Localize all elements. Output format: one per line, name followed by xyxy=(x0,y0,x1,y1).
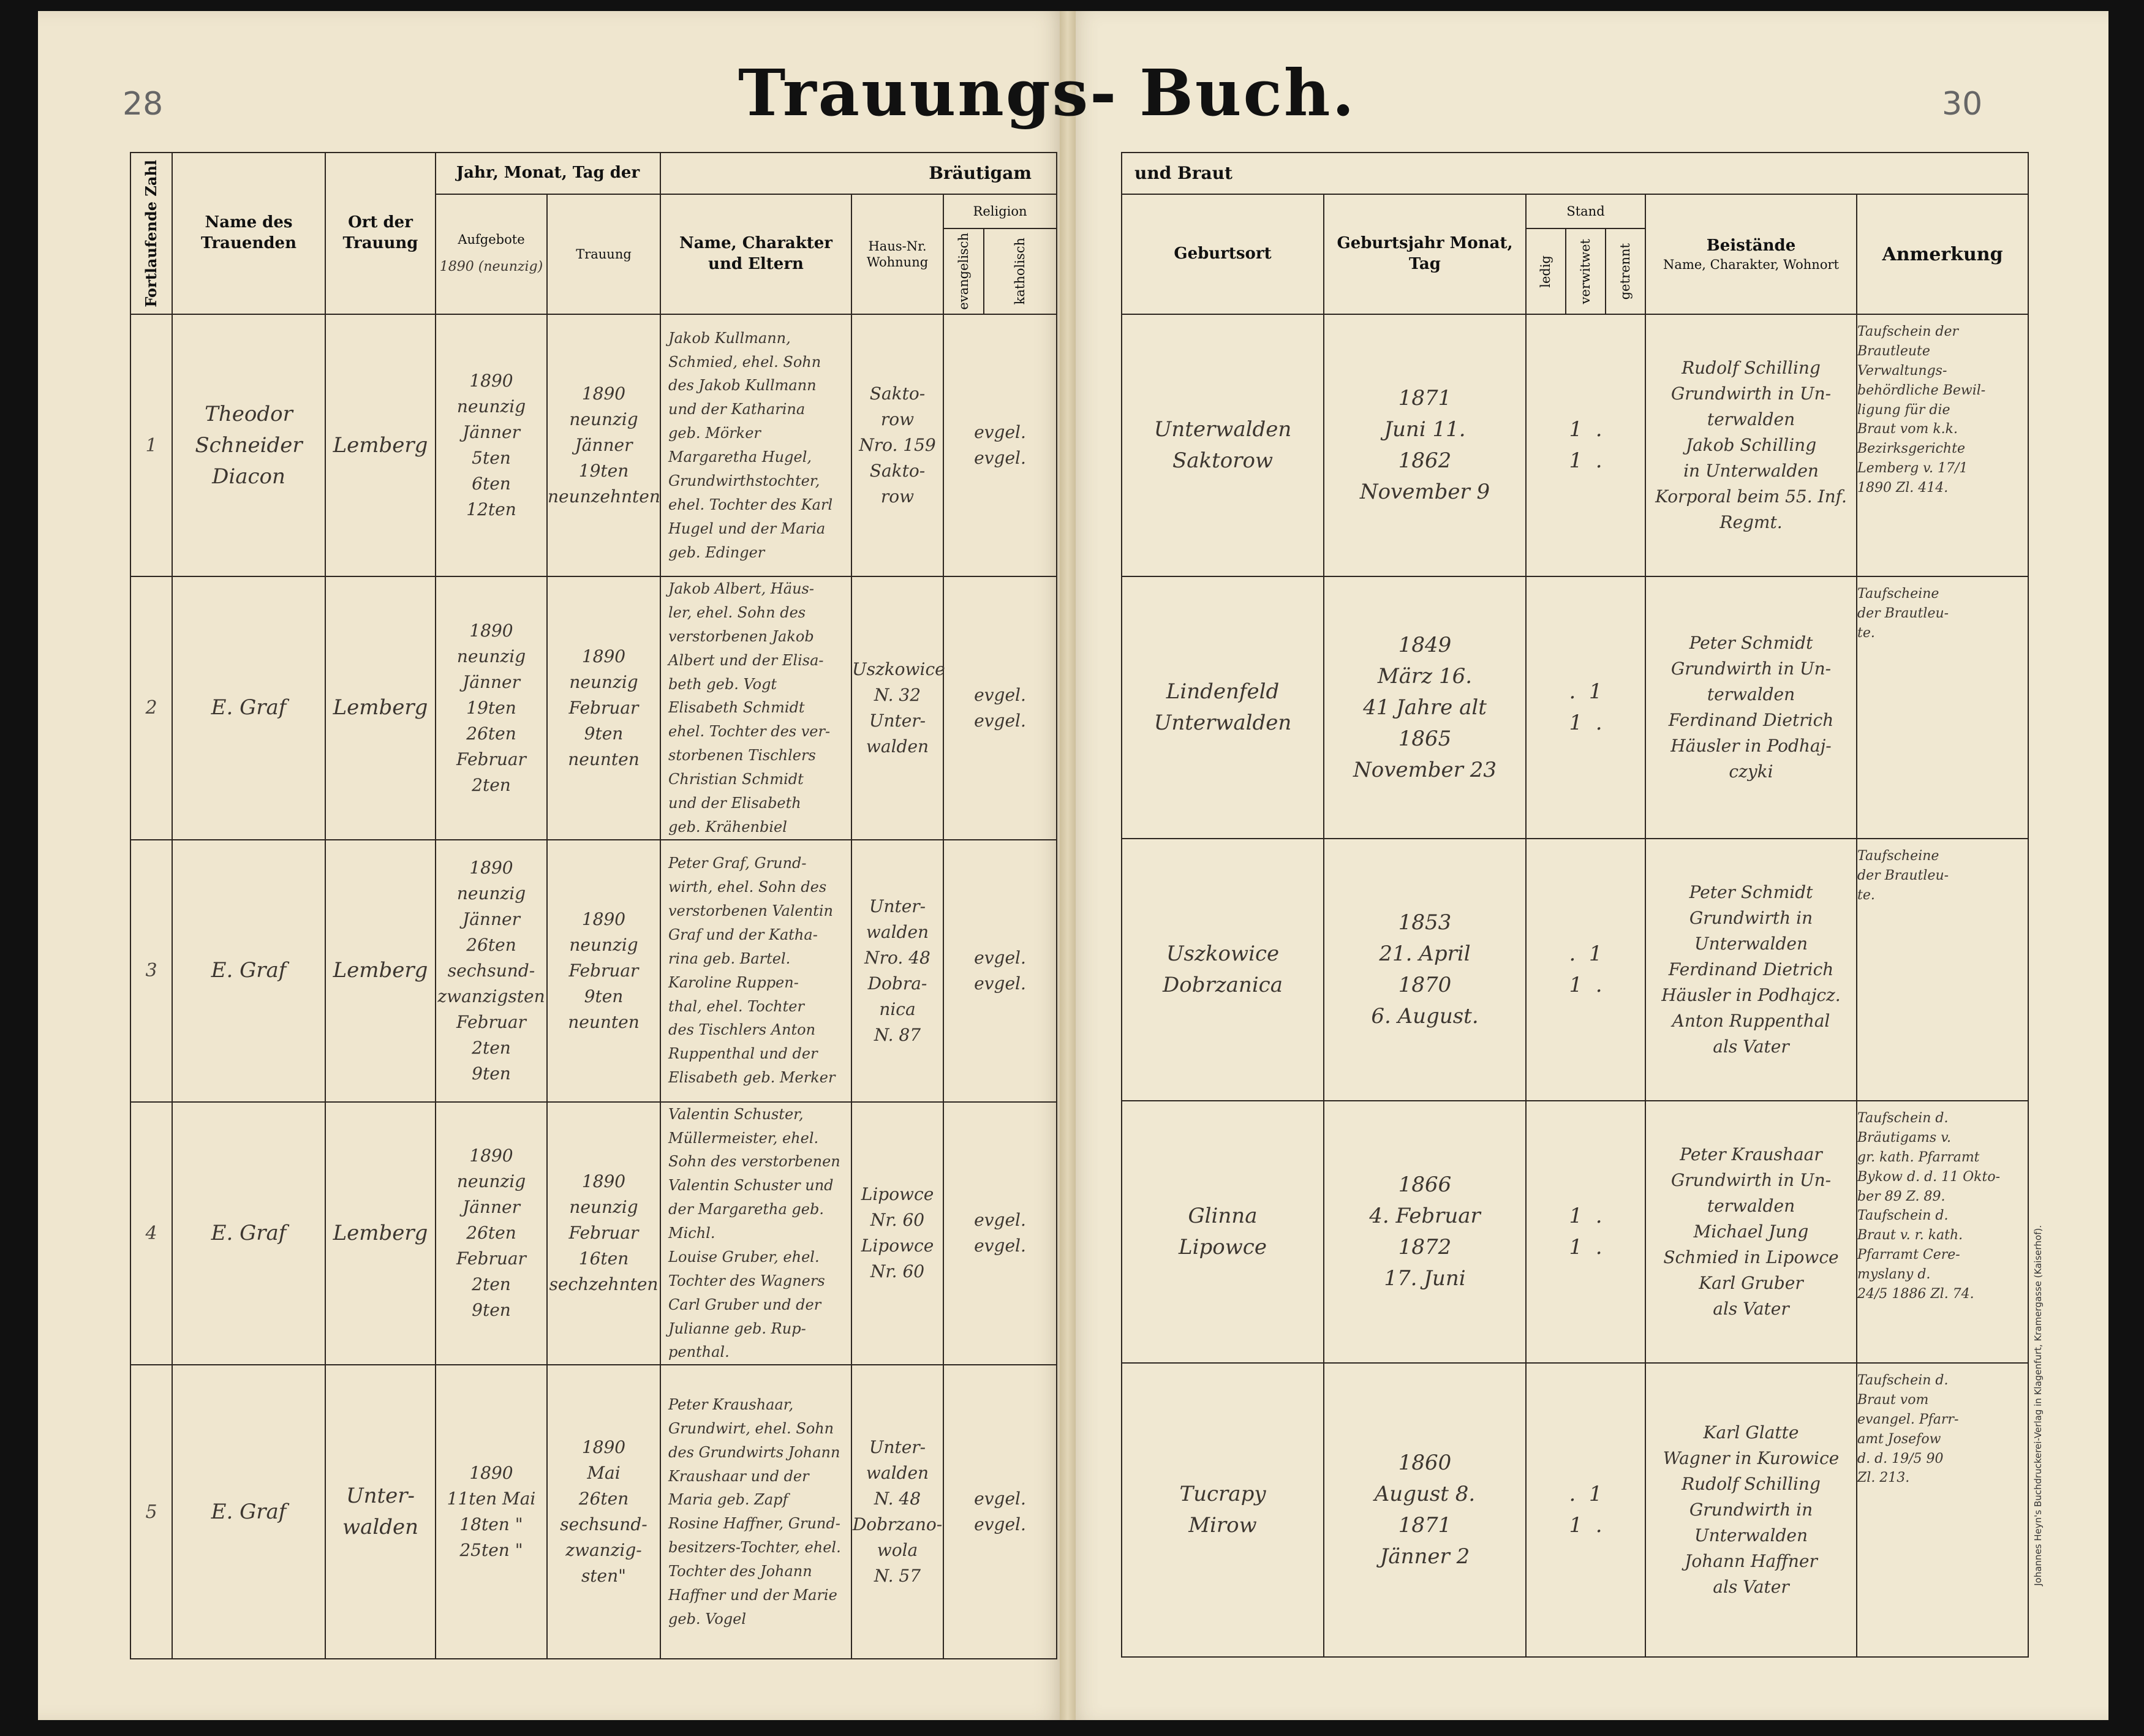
bride-house: Lipowce Nr. 60 xyxy=(861,1236,934,1282)
entry-row-right xyxy=(1122,1101,2028,1363)
house-numbers xyxy=(851,1102,943,1365)
bride-witness: Jakob Schilling in Unterwalden Korporal beim 55. Inf. Regmt. xyxy=(1655,435,1847,532)
register-table-right xyxy=(1121,152,2029,1658)
entry-row-right xyxy=(1122,839,2028,1101)
marriage-place: Lemberg xyxy=(325,1102,436,1365)
wedding-date: 1890 Mai 26ten sechsund- zwanzig- sten" xyxy=(547,1365,660,1659)
entry-row-left xyxy=(130,576,1057,840)
house-numbers xyxy=(851,1365,943,1659)
groom-birthdate: 1849 März 16. 41 Jahre alt xyxy=(1363,632,1487,720)
printer-imprint: Johannes Heyn's Buchdruckerei-Verlag in Klagenfurt, Kramergasse (Kaiserhof). xyxy=(2033,1225,2044,1586)
religion-cell xyxy=(943,576,1057,840)
banns-dates: 1890 neunzig Jänner 19ten 26ten Februar 2ten xyxy=(436,576,547,840)
groom-name: Peter Kraushaar, Grundwirt, ehel. Sohn des Grundwirts Johann Kraushaar und der Maria geb. Zapf xyxy=(668,1395,840,1509)
bride-birthplace: Unterwalden xyxy=(1153,711,1292,735)
groom-status: 1 . xyxy=(1569,417,1602,442)
remarks: Taufscheine der Brautleu- te. xyxy=(1857,576,2028,839)
entry-row-left xyxy=(130,840,1057,1102)
header-geburtsort: Geburtsort xyxy=(1122,194,1324,314)
bride-house: Dobrzano- wola N. 57 xyxy=(852,1514,943,1587)
banns-dates: 1890 neunzig Jänner 26ten sechsund- zwanzigsten Februar 2ten 9ten xyxy=(436,840,547,1102)
header-anmerkung: Anmerkung xyxy=(1857,194,2028,314)
bride-religion: evgel. xyxy=(974,448,1026,468)
bride-birthplace: Dobrzanica xyxy=(1162,973,1283,997)
birthdates xyxy=(1324,1363,1526,1657)
groom-religion: evgel. xyxy=(974,422,1026,442)
marital-status xyxy=(1526,839,1645,1101)
bride-birthdate: 1871 Jänner 2 xyxy=(1380,1513,1470,1569)
bride-birthdate: 1862 November 9 xyxy=(1359,448,1490,504)
religion-cell xyxy=(943,1102,1057,1365)
bride-name: Margaretha Hugel, Grundwirthstochter, ehel. Tochter des Karl Hugel und der Maria geb. Edinger xyxy=(668,448,833,561)
house-numbers xyxy=(851,314,943,576)
remarks: Taufschein d. Braut vom evangel. Pfarr- amt Josefow d. d. 19/5 90 Zl. 213. xyxy=(1857,1363,2028,1657)
header-trauung: Trauung xyxy=(547,194,660,314)
page-number-right: 30 xyxy=(1942,86,1983,123)
bride-birthdate: 1870 6. August. xyxy=(1371,973,1479,1028)
groom-status: . 1 xyxy=(1569,679,1602,704)
officiant-name: E. Graf xyxy=(172,840,325,1102)
bride-name: Elisabeth Schmidt ehel. Tochter des ver- storbenen Tischlers Christian Schmidt und der Elisabeth geb. Krähenbiel xyxy=(668,699,831,836)
bride-religion: evgel. xyxy=(974,710,1026,731)
groom-status: 1 . xyxy=(1569,1204,1602,1228)
remarks: Taufschein der Brautleute Verwaltungs- behördliche Bewil- ligung für die Braut vom k.k. Bezirksgerichte Lemberg v. 17/1 1890 Zl. 414. xyxy=(1857,314,2028,576)
groom-status: . 1 xyxy=(1569,942,1602,966)
groom-house: Lipowce Nr. 60 xyxy=(861,1184,934,1231)
wedding-date: 1890 neunzig Jänner 19ten neunzehnten xyxy=(547,314,660,576)
groom-birthplace: Uszkowice xyxy=(1166,942,1280,966)
book-gutter xyxy=(1060,11,1076,1720)
groom-birthplace: Glinna xyxy=(1188,1204,1258,1228)
birthdates xyxy=(1324,314,1526,576)
bride-birthplace: Lipowce xyxy=(1179,1235,1267,1259)
header-geburtsjahr: Geburtsjahr Monat, Tag xyxy=(1324,194,1526,314)
witnesses xyxy=(1645,314,1857,576)
bride-witness: Johann Haffner als Vater xyxy=(1685,1551,1817,1597)
entry-number: 4 xyxy=(130,1102,172,1365)
entry-row-right xyxy=(1122,1363,2028,1657)
marriage-place: Lemberg xyxy=(325,314,436,576)
header-name-trauenden: Name des Trauenden xyxy=(172,153,325,314)
officiant-name: E. Graf xyxy=(172,1102,325,1365)
groom-religion: evgel. xyxy=(974,947,1026,968)
wedding-date: 1890 neunzig Februar 9ten neunten xyxy=(547,840,660,1102)
bride-status: 1 . xyxy=(1569,711,1602,735)
entry-number: 3 xyxy=(130,840,172,1102)
birthplaces xyxy=(1122,839,1324,1101)
house-numbers xyxy=(851,576,943,840)
names-parents xyxy=(660,314,851,576)
entry-row-left xyxy=(130,314,1057,576)
names-parents xyxy=(660,1365,851,1659)
title-right: Buch. xyxy=(1139,55,1356,130)
bride-witness: Ferdinand Dietrich Häusler in Podhaj- czyki xyxy=(1668,710,1834,782)
header-jahr: Jahr, Monat, Tag der xyxy=(436,153,660,194)
marital-status xyxy=(1526,314,1645,576)
religion-cell xyxy=(943,1365,1057,1659)
witnesses xyxy=(1645,1101,1857,1363)
birthdates xyxy=(1324,839,1526,1101)
banns-dates: 1890 11ten Mai 18ten " 25ten " xyxy=(436,1365,547,1659)
wedding-date: 1890 neunzig Februar 16ten sechzehnten xyxy=(547,1102,660,1365)
names-parents xyxy=(660,840,851,1102)
bride-status: 1 . xyxy=(1569,973,1602,997)
groom-birthdate: 1871 Juni 11. xyxy=(1384,386,1466,442)
header-ledig: ledig xyxy=(1526,228,1566,314)
remarks: Taufscheine der Brautleu- te. xyxy=(1857,839,2028,1101)
bride-birthdate: 1865 November 23 xyxy=(1353,726,1497,782)
groom-birthdate: 1853 21. April xyxy=(1379,910,1471,966)
groom-religion: evgel. xyxy=(974,1210,1026,1231)
entry-number: 2 xyxy=(130,576,172,840)
header-haus-nr: Haus-Nr. Wohnung xyxy=(851,194,943,314)
page-number-left: 28 xyxy=(123,86,164,123)
bride-house: Dobra- nica N. 87 xyxy=(867,973,927,1045)
birthdates xyxy=(1324,1101,1526,1363)
bride-religion: evgel. xyxy=(974,973,1026,994)
header-aufgebote: Aufgebote 1890 (neunzig) xyxy=(436,194,547,314)
groom-birthplace: Tucrapy xyxy=(1179,1482,1266,1506)
birthplaces xyxy=(1122,576,1324,839)
names-parents xyxy=(660,1102,851,1365)
religion-cell xyxy=(943,840,1057,1102)
groom-birthdate: 1866 4. Februar xyxy=(1369,1172,1481,1228)
officiant-name: E. Graf xyxy=(172,1365,325,1659)
bride-witness: Ferdinand Dietrich Häusler in Podhajcz. Anton Ruppenthal als Vater xyxy=(1661,959,1841,1057)
entry-row-right xyxy=(1122,314,2028,576)
entry-number: 5 xyxy=(130,1365,172,1659)
entry-row-right xyxy=(1122,576,2028,839)
bride-name: Karoline Ruppen- thal, ehel. Tochter des Tischlers Anton Ruppenthal und der Elisabeth geb. Merker xyxy=(668,973,836,1087)
bride-witness: Michael Jung Schmied in Lipowce Karl Gruber als Vater xyxy=(1663,1221,1839,1319)
marital-status xyxy=(1526,1101,1645,1363)
groom-witness: Peter Kraushaar Grundwirth in Un- terwalden xyxy=(1670,1144,1832,1216)
witnesses xyxy=(1645,576,1857,839)
entry-number: 1 xyxy=(130,314,172,576)
groom-religion: evgel. xyxy=(974,1489,1026,1509)
groom-house: Unter- walden Nro. 48 xyxy=(864,896,930,968)
entry-row-left xyxy=(130,1102,1057,1365)
marital-status xyxy=(1526,576,1645,839)
marriage-place: Lemberg xyxy=(325,840,436,1102)
marriage-place: Unter- walden xyxy=(325,1365,436,1659)
bride-name: Rosine Haffner, Grund- besitzers-Tochter, ehel. Tochter des Johann Haffner und der Marie geb. Vogel xyxy=(668,1515,841,1628)
officiant-name: Theodor Schneider Diacon xyxy=(172,314,325,576)
bride-house: Sakto- row xyxy=(869,461,926,507)
marriage-place: Lemberg xyxy=(325,576,436,840)
groom-birthplace: Unterwalden xyxy=(1153,417,1292,442)
groom-religion: evgel. xyxy=(974,684,1026,705)
header-braeutigam: Bräutigam xyxy=(660,153,1057,194)
header-getrennt: getrennt xyxy=(1606,228,1645,314)
banns-dates: 1890 neunzig Jänner 26ten Februar 2ten 9ten xyxy=(436,1102,547,1365)
names-parents xyxy=(660,576,851,840)
bride-religion: evgel. xyxy=(974,1514,1026,1535)
groom-house: Unter- walden N. 48 xyxy=(866,1437,929,1509)
witnesses xyxy=(1645,839,1857,1101)
header-beistaende: Beistände Name, Charakter, Wohnort xyxy=(1645,194,1857,314)
groom-birthdate: 1860 August 8. xyxy=(1374,1451,1476,1506)
bride-status: 1 . xyxy=(1569,448,1602,473)
bride-birthplace: Mirow xyxy=(1188,1513,1257,1538)
house-numbers xyxy=(851,840,943,1102)
bride-birthdate: 1872 17. Juni xyxy=(1384,1235,1466,1291)
wedding-date: 1890 neunzig Februar 9ten neunten xyxy=(547,576,660,840)
birthplaces xyxy=(1122,1101,1324,1363)
groom-name: Peter Graf, Grund- wirth, ehel. Sohn des verstorbenen Valentin Graf und der Katha- rina geb. Bartel. xyxy=(668,855,833,967)
bride-birthplace: Saktorow xyxy=(1172,448,1274,473)
header-name-charakter: Name, Charakter und Eltern xyxy=(660,194,851,314)
header-evangelisch: evangelisch xyxy=(943,228,984,314)
groom-name: Jakob Albert, Häus- ler, ehel. Sohn des verstorbenen Jakob Albert und der Elisa- beth geb. Vogt xyxy=(668,580,824,693)
bride-name: Louise Gruber, ehel. Tochter des Wagners Carl Gruber und der Julianne geb. Rup- penthal. xyxy=(668,1248,825,1361)
groom-name: Jakob Kullmann, Schmied, ehel. Sohn des Jakob Kullmann und der Katharina geb. Mörker xyxy=(668,329,821,442)
register-table-left xyxy=(130,152,1057,1659)
groom-witness: Rudolf Schilling Grundwirth in Un- terwalden xyxy=(1670,358,1832,429)
banns-dates: 1890 neunzig Jänner 5ten 6ten 12ten xyxy=(436,314,547,576)
groom-house: Sakto- row Nro. 159 xyxy=(859,383,936,455)
bride-house: Unter- walden xyxy=(866,710,929,757)
birthdates xyxy=(1324,576,1526,839)
header-ort-trauung: Ort der Trauung xyxy=(325,153,436,314)
header-verwitwet: verwitwet xyxy=(1566,228,1606,314)
birthplaces xyxy=(1122,314,1324,576)
header-laufende: Fortlaufende Zahl xyxy=(130,153,172,314)
year-note: 1890 (neunzig) xyxy=(439,259,543,274)
groom-witness: Karl Glatte Wagner in Kurowice Rudolf Schilling Grundwirth in Unterwalden xyxy=(1663,1422,1840,1545)
religion-cell xyxy=(943,314,1057,576)
header-und-braut: und Braut xyxy=(1122,153,2028,194)
officiant-name: E. Graf xyxy=(172,576,325,840)
groom-witness: Peter Schmidt Grundwirth in Unterwalden xyxy=(1689,882,1813,954)
bride-status: 1 . xyxy=(1569,1235,1602,1259)
bride-status: 1 . xyxy=(1569,1513,1602,1538)
entry-row-left xyxy=(130,1365,1057,1659)
groom-birthplace: Lindenfeld xyxy=(1166,679,1280,704)
groom-name: Valentin Schuster, Müllermeister, ehel. Sohn des verstorbenen Valentin Schuster und der Margaretha geb. Michl. xyxy=(668,1105,840,1242)
header-religion: Religion xyxy=(943,194,1057,228)
birthplaces xyxy=(1122,1363,1324,1657)
groom-house: Uszkowice N. 32 xyxy=(852,659,945,705)
remarks: Taufschein d. Bräutigams v. gr. kath. Pfarramt Bykow d. d. 11 Okto- ber 89 Z. 89. Taufschein d. Braut v. r. kath. Pfarramt Cere- myslany d. 24/5 1886 Zl. 74. xyxy=(1857,1101,2028,1363)
witnesses xyxy=(1645,1363,1857,1657)
groom-status: . 1 xyxy=(1569,1482,1602,1506)
title-left: Trauungs- xyxy=(738,55,1119,130)
marital-status xyxy=(1526,1363,1645,1657)
bride-religion: evgel. xyxy=(974,1236,1026,1256)
groom-witness: Peter Schmidt Grundwirth in Un- terwalden xyxy=(1670,633,1832,704)
header-stand: Stand xyxy=(1526,194,1645,228)
header-katholisch: katholisch xyxy=(984,228,1057,314)
